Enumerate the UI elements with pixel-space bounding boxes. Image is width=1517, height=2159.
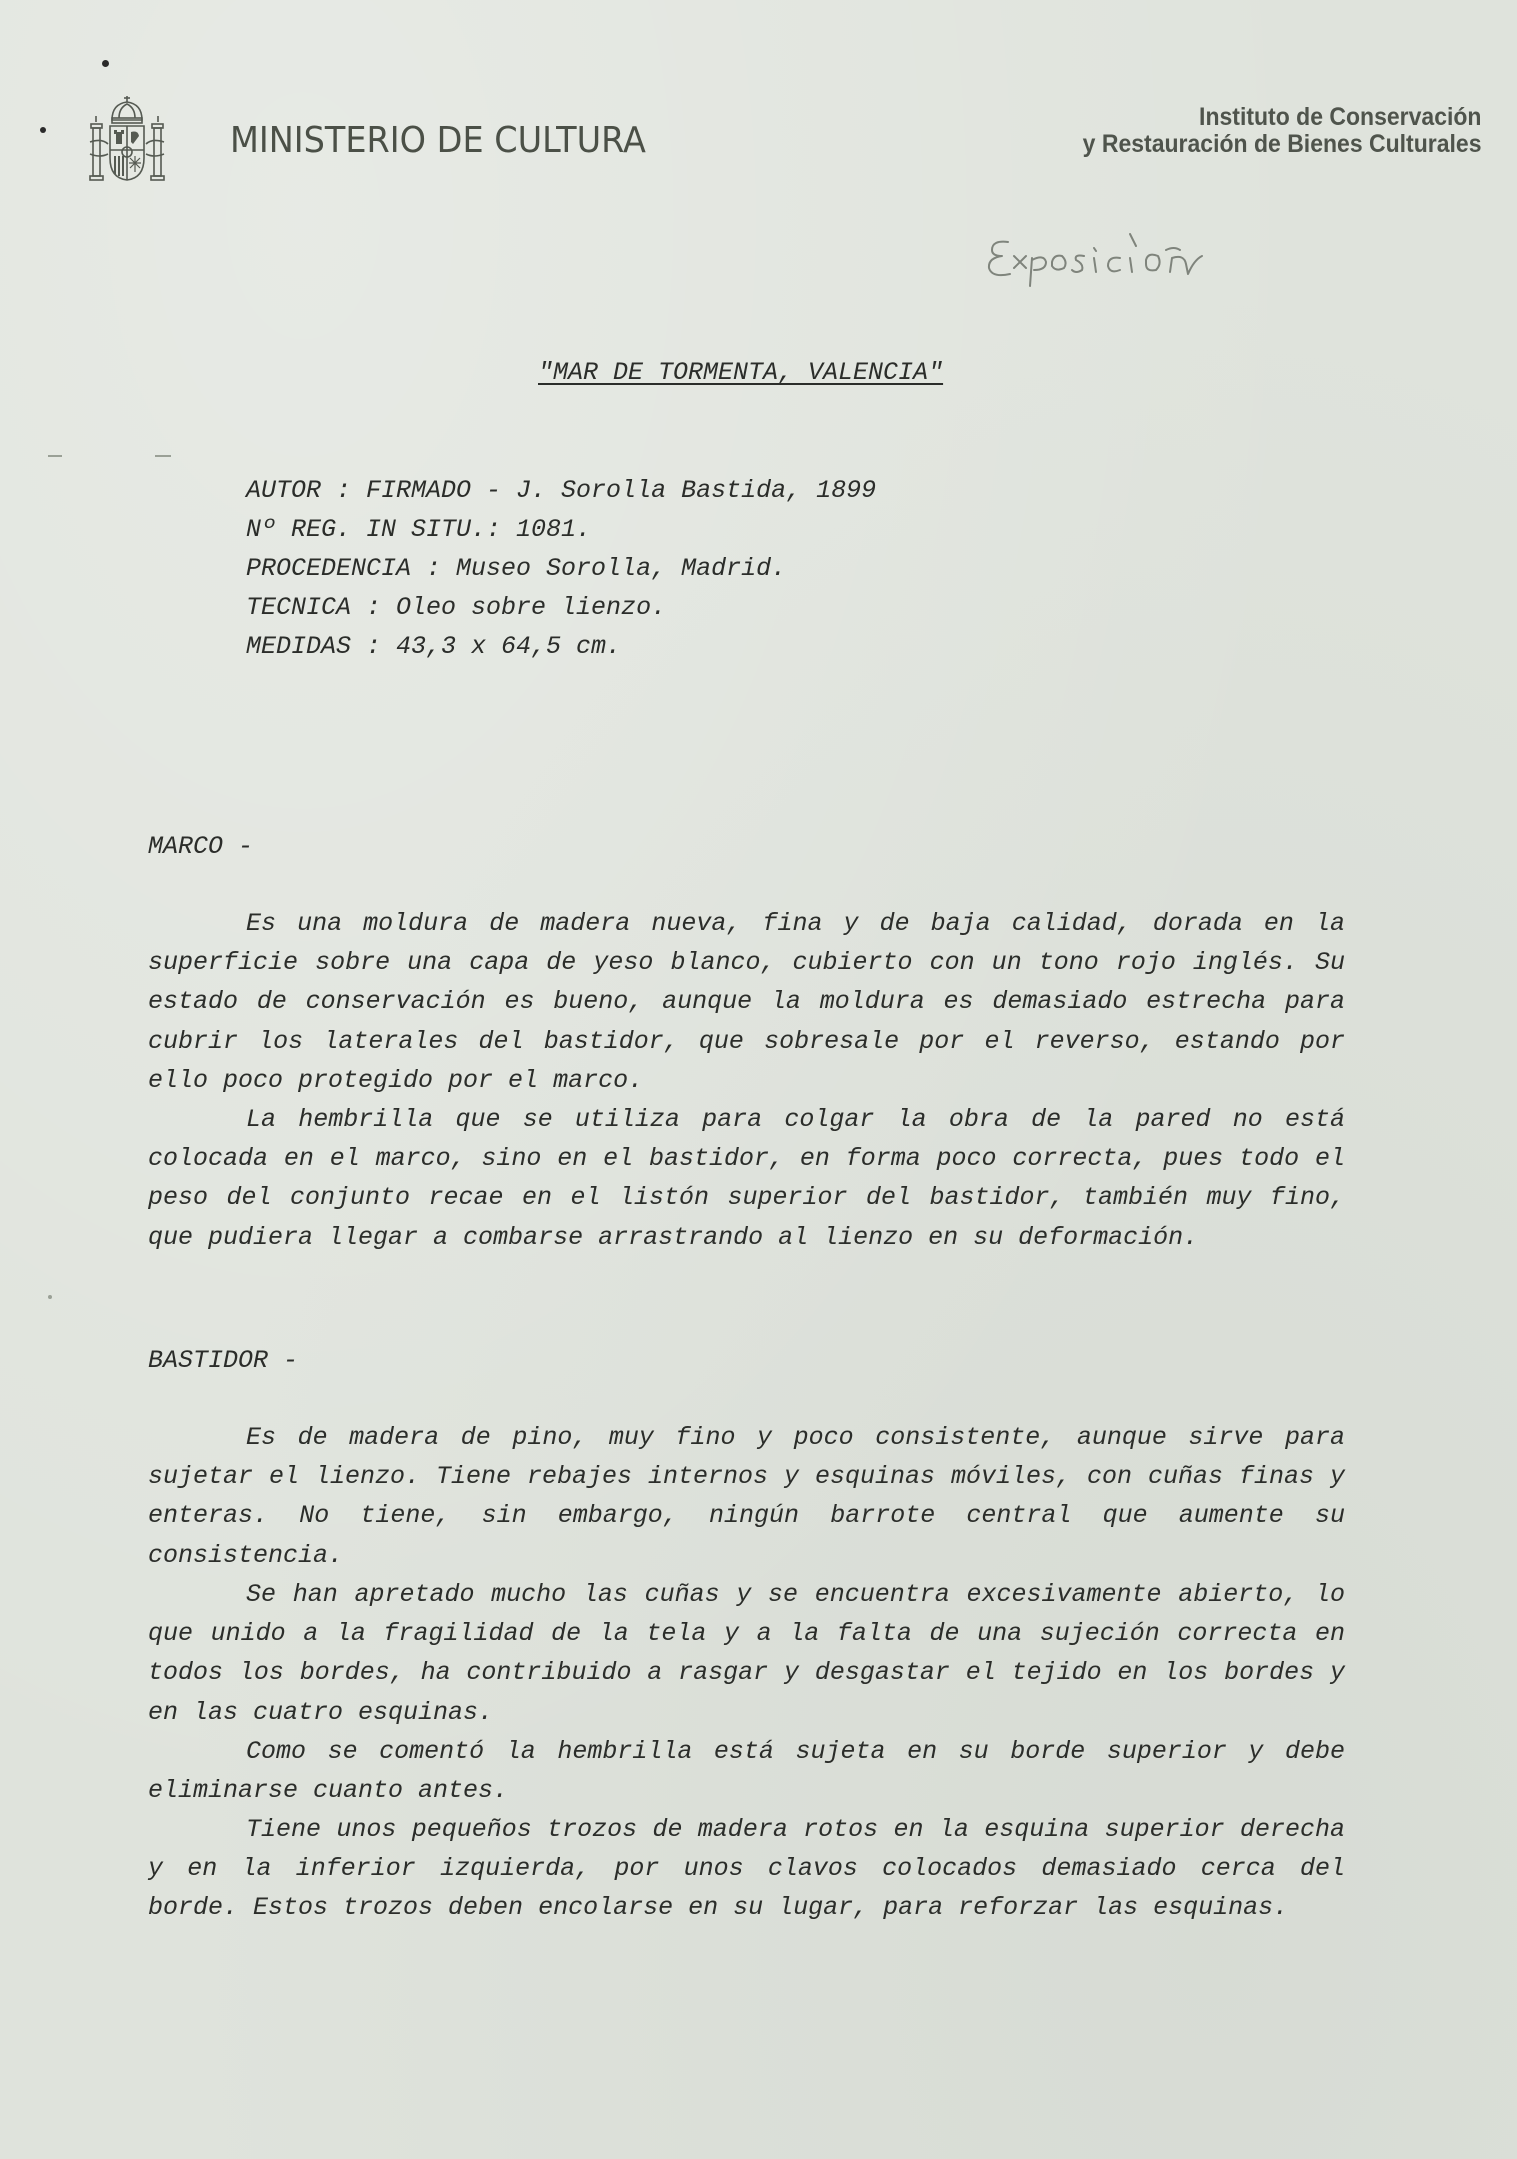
paragraph: Como se comentó la hembrilla está sujeta en su borde superior y debe eliminarse cuanto antes.: [148, 1737, 1345, 1806]
paper-mark: [48, 455, 62, 457]
punch-hole: [102, 60, 109, 67]
document-title: "MAR DE TORMENTA, VALENCIA": [538, 358, 944, 387]
paragraph: La hembrilla que se utiliza para colgar la obra de la pared no está colocada en el marco, sino en el bastidor, en forma poco correcta, pues todo el peso del conjunto recae en el listón superior del bastidor, también muy fino, que pudiera llegar a combarse arrastrando al lienzo en su deformación.: [148, 1105, 1345, 1252]
paragraph: Tiene unos pequeños trozos de madera rotos en la esquina superior derecha y en la inferior izquierda, por unos clavos colocados demasiado cerca del borde. Estos trozos deben encolarse en su lugar, para reforzar las esquinas.: [148, 1815, 1345, 1923]
paragraph: Se han apretado mucho las cuñas y se encuentra excesivamente abierto, lo que unido a la fragilidad de la tela y a la falta de una sujeción correcta en todos los bordes, ha contribuido a rasgar y desgastar el tejido en los bordes y en las cuatro esquinas.: [148, 1580, 1345, 1727]
metadata-registry-number: Nº REG. IN SITU.: 1081.: [246, 515, 592, 544]
paragraph: Es una moldura de madera nueva, fina y de baja calidad, dorada en la superficie sobre una capa de yeso blanco, cubierto con un tono rojo inglés. Su estado de conservación es bueno, aunque la moldura es demasiado estrecha para cubrir los laterales del bastidor, que sobresale por el reverso, estando por ello poco protegido por el marco.: [148, 909, 1345, 1095]
institute-line-1: Instituto de Conservación: [1198, 103, 1481, 131]
institute-name: [1082, 104, 1481, 158]
metadata-provenance: PROCEDENCIA : Museo Sorolla, Madrid.: [246, 554, 787, 583]
institute-line-2: y Restauración de Bienes Culturales: [1082, 130, 1481, 158]
section-heading-marco: MARCO -: [148, 832, 254, 861]
spanish-coat-of-arms-icon: [86, 94, 168, 184]
metadata-dimensions: MEDIDAS : 43,3 x 64,5 cm.: [246, 632, 622, 661]
handwritten-note: [980, 220, 1320, 290]
metadata-technique: TECNICA : Oleo sobre lienzo.: [246, 593, 667, 622]
punch-hole: [40, 127, 46, 133]
paper-mark: [48, 1295, 52, 1299]
paragraph: Es de madera de pino, muy fino y poco consistente, aunque sirve para sujetar el lienzo. Tiene rebajes internos y esquinas móviles, con cuñas finas y enteras. No tiene, sin embargo, ningún barrote central que aumente su consistencia.: [148, 1423, 1345, 1570]
ministry-name: MINISTERIO DE CULTURA: [230, 120, 646, 161]
paper-mark: [155, 455, 171, 457]
metadata-author: AUTOR : FIRMADO - J. Sorolla Bastida, 1899: [246, 476, 877, 505]
section-heading-bastidor: BASTIDOR -: [148, 1346, 299, 1375]
